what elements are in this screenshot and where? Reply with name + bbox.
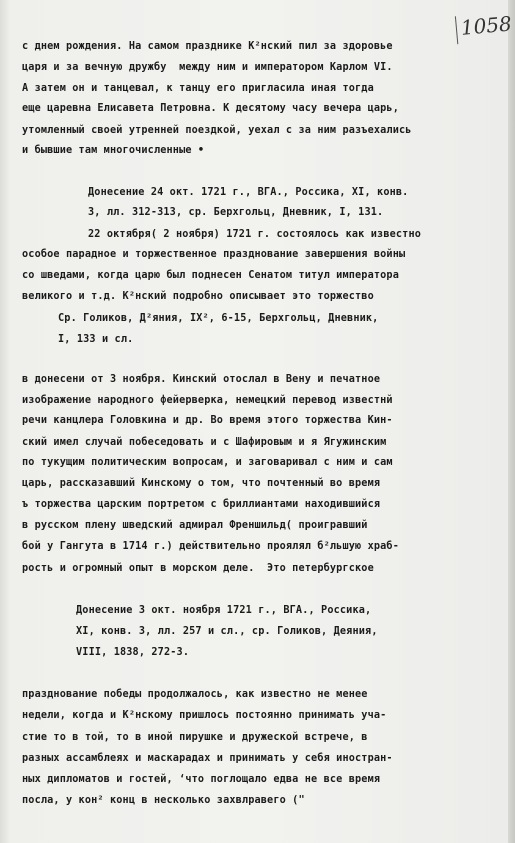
footnote-line: VIII, 1838, 272-3. bbox=[76, 647, 190, 658]
text-line: царя и за вечную дружбу между ним и императором Карлом VI. bbox=[22, 62, 393, 73]
page-number: 1058 bbox=[455, 12, 510, 45]
text-line: речи канцлера Головкина и др. Во время этого торжества Кин- bbox=[22, 415, 393, 426]
text-line: стие то в той, то в иной пирушке и дружеской встрече, в bbox=[22, 732, 368, 743]
text-line: ский имел случай побеседовать и с Шафировым и я Ягужинским bbox=[22, 437, 387, 448]
text-line: еще царевна Елисавета Петровна. К десятому часу вечера царь, bbox=[22, 103, 400, 114]
text-line: изображение народного фейерверка, немецкий перевод известнй bbox=[22, 395, 393, 406]
text-line: и бывшие там многочисленные • bbox=[22, 145, 205, 156]
text-line: ъ торжества царским портретом с бриллиантами находившийся bbox=[22, 499, 381, 510]
text-line: ных дипломатов и гостей, ‘что поглощало едва не все время bbox=[22, 774, 381, 785]
text-line: А затем он и танцевал, к танцу его пригласила иная тогда bbox=[22, 83, 374, 94]
footnote-line: Донесение 3 окт. ноября 1721 г., ВГА., Россика, bbox=[76, 605, 372, 616]
footnote-line: Донесение 24 окт. 1721 г., ВГА., Россика, XI, конв. bbox=[88, 187, 409, 198]
text-line: особое парадное и торжественное празднование завершения войны bbox=[22, 249, 406, 260]
text-line: рость и огромный опыт в морском деле. Это петербургское bbox=[22, 563, 374, 574]
footnote-line: XI, конв. 3, лл. 257 и сл., ср. Голиков, Деяния, bbox=[76, 626, 378, 637]
text-line: царь, рассказавший Кинскому о том, что почтенный во время bbox=[22, 478, 381, 489]
footnote-line: 3, лл. 312-313, ср. Берхгольц, Дневник, I, 131. bbox=[88, 207, 384, 218]
footnote-line: I, 133 и сл. bbox=[58, 334, 134, 345]
text-line: 22 октября( 2 ноября) 1721 г. состоялось как известно bbox=[88, 229, 422, 240]
text-line: по тукущим политическим вопросам, и заговаривал с ним и сам bbox=[22, 457, 393, 468]
text-line: в русском плену шведский адмирал Френшильд( проигравший bbox=[22, 520, 368, 531]
text-line: разных ассамблеях и маскарадах и принимать у себя иностран- bbox=[22, 753, 393, 764]
text-line: со шведами, когда царю был поднесен Сенатом титул императора bbox=[22, 270, 400, 281]
text-line: утомленный своей утренней поездкой, уехал с за ним разъехались bbox=[22, 125, 412, 136]
page-edge-shadow bbox=[508, 0, 515, 843]
text-line: великого и т.д. К²нский подробно описывает это торжество bbox=[22, 291, 374, 302]
text-line: недели, когда и К²нскому пришлось постоянно принимать уча- bbox=[22, 710, 387, 721]
text-line: посла, у кон² конц в несколько захвлравего (" bbox=[22, 795, 305, 806]
footnote-line: Ср. Голиков, Д²яния, IX², 6-15, Берхгольц, Дневник, bbox=[58, 313, 379, 324]
text-line: в донесени от 3 ноября. Кинский отослал в Вену и печатное bbox=[22, 374, 381, 385]
text-line: бой у Гангута в 1714 г.) действительно проялял б²льшую храб- bbox=[22, 541, 400, 552]
text-line: с днем рождения. На самом празднике К²нский пил за здоровье bbox=[22, 41, 393, 52]
text-line: празднование победы продолжалось, как известно не менее bbox=[22, 689, 368, 700]
